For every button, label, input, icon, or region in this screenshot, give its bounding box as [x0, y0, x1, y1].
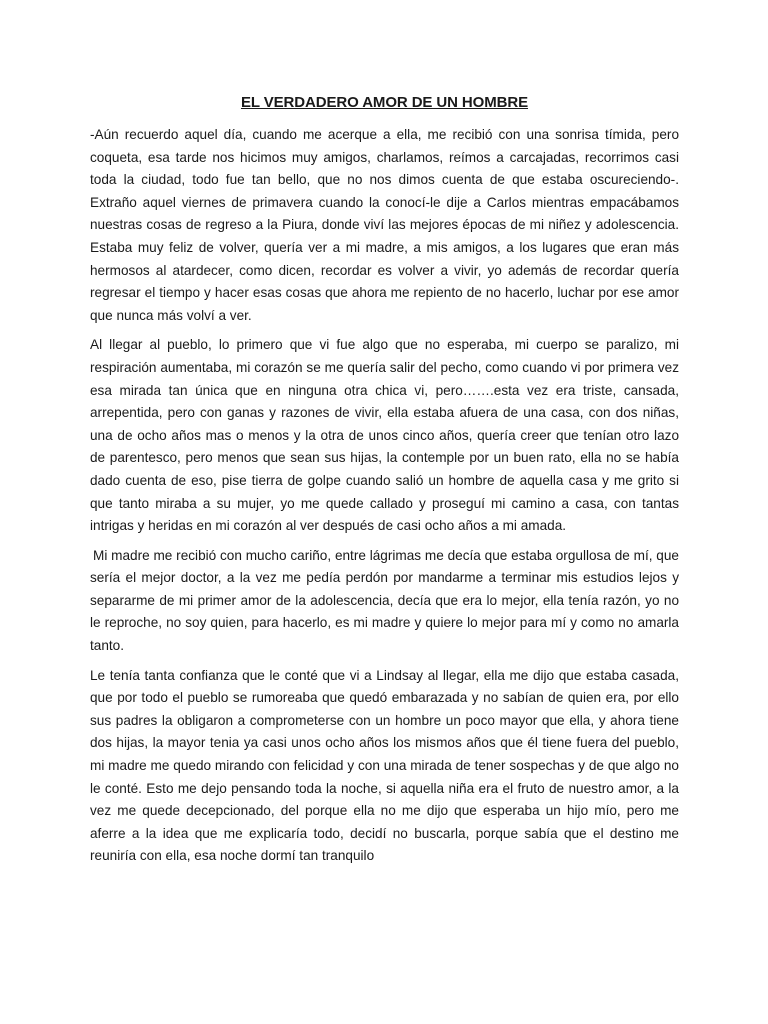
paragraph-2: Al llegar al pueblo, lo primero que vi fue algo que no esperaba, mi cuerpo se paralizo, mi respiración aumentaba, mi corazón se me quería salir del pecho, como cuando vi por primera vez esa mirada tan única que en ninguna otra chica vi, pero…….esta vez era triste, cansada, arrepentida, pero con ganas y razones de vivir, ella estaba afuera de una casa, con dos niñas, una de ocho años mas o menos y la otra de unos cinco años, quería creer que tenían otro lazo de parentesco, pero menos que sean sus hijas, la contemple por un buen rato, ella no se había dado cuenta de eso, pise tierra de golpe cuando salió un hombre de aquella casa y me grito si que tanto miraba a su mujer, yo me quede callado y proseguí mi camino a casa, con tantas intrigas y heridas en mi corazón al ver después de casi ocho años a mi amada.: [90, 337, 679, 534]
paragraph-1: -Aún recuerdo aquel día, cuando me acerque a ella, me recibió con una sonrisa tímida, pero coqueta, esa tarde nos hicimos muy amigos, charlamos, reímos a carcajadas, recorrimos casi toda la ciudad, todo fue tan bello, que no nos dimos cuenta de que estaba oscureciendo-. Extraño aquel viernes de primavera cuando la conocí-le dije a Carlos mientras empacábamos nuestras cosas de regreso a la Piura, donde viví las mejores épocas de mi niñez y adolescencia. Estaba muy feliz de volver, quería ver a mi madre, a mis amigos, a los lugares que eran más hermosos al atardecer, como dicen, recordar es volver a vivir, yo además de recordar quería regresar el tiempo y hacer esas cosas que ahora me repiento de no hacerlo, luchar por ese amor que nunca más volví a ver.: [90, 127, 679, 323]
document-title: EL VERDADERO AMOR DE UN HOMBRE: [240, 94, 529, 111]
paragraph-3: Mi madre me recibió con mucho cariño, entre lágrimas me decía que estaba orgullosa de mí, que sería el mejor doctor, a la vez me pedía perdón por mandarme a terminar mis estudios lejos y separarme de mi primer amor de la adolescencia, decía que era lo mejor, ella tenía razón, yo no le reproche, no soy quien, para hacerlo, es mi madre y quiere lo mejor para mí y como no amarla tanto.: [90, 547, 679, 654]
document-page: [90, 93, 679, 875]
paragraph-4: Le tenía tanta confianza que le conté que vi a Lindsay al llegar, ella me dijo que estaba casada, que por todo el pueblo se rumoreaba que quedó embarazada y no sabían de quien era, por ello sus padres la obligaron a comprometerse con un hombre un poco mayor que ella, y ahora tiene dos hijas, la mayor tenia ya casi unos ocho años los mismos años que él tiene fuera del pueblo, mi madre me quedo mirando con felicidad y con una mirada de tener sospechas y de que algo no le conté. Esto me dejo pensando toda la noche, si aquella niña era el fruto de nuestro amor, a la vez me quede decepcionado, del porque ella no me dijo que esperaba un hijo mío, pero me aferre a la idea que me explicaría todo, decidí no buscarla, porque sabía que el destino me reuniría con ella, esa noche dormí tan tranquilo: [90, 667, 679, 864]
